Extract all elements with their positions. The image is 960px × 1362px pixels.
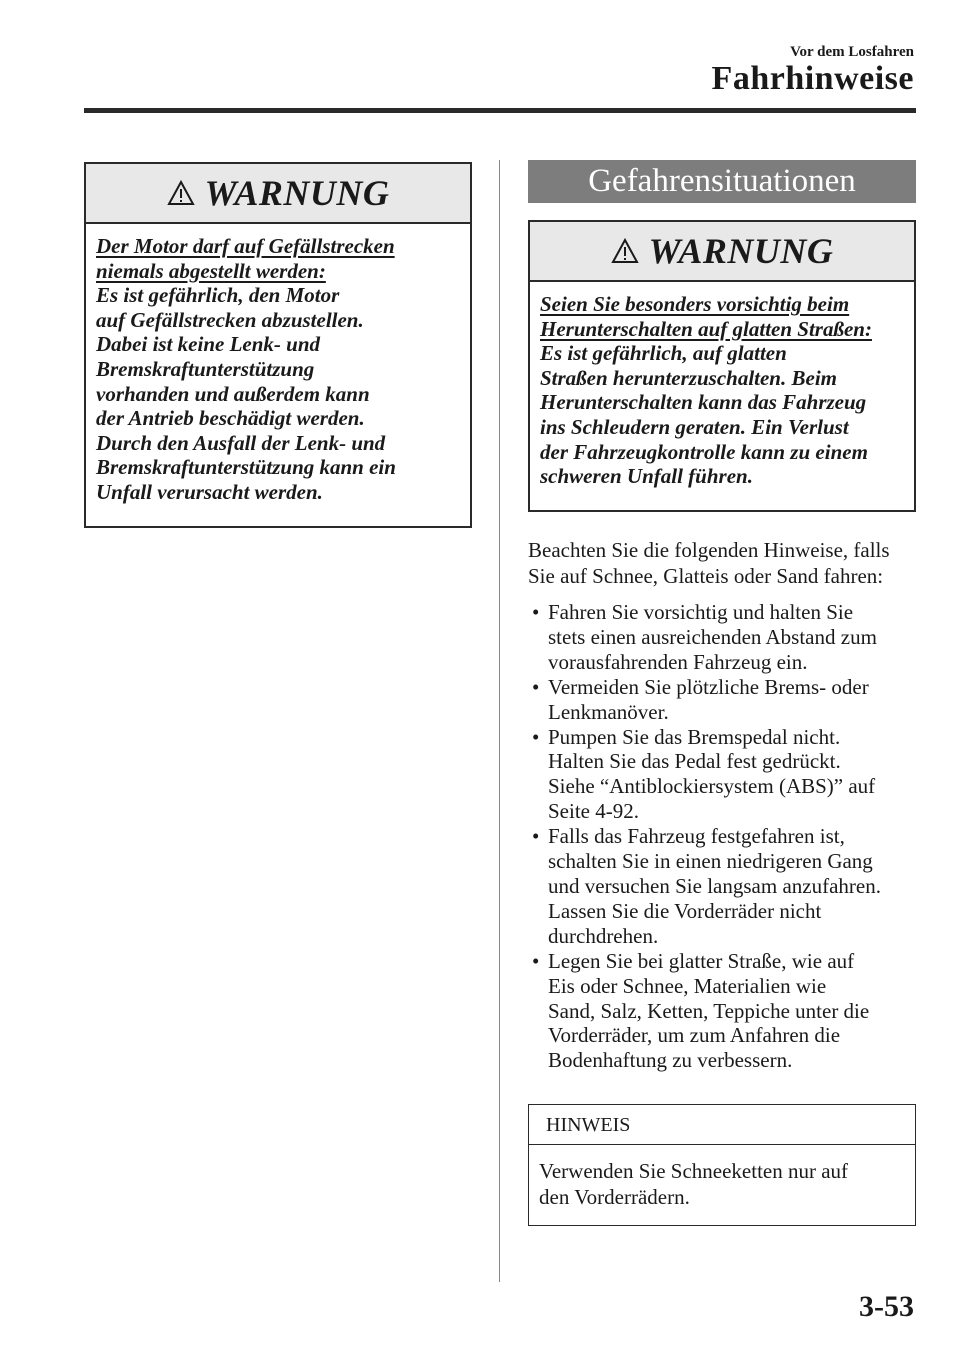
list-item-line: Falls das Fahrzeug festgefahren ist, [548, 824, 845, 849]
warning-title: WARNUNG [204, 173, 390, 213]
bullet-mark: • [532, 724, 540, 749]
list-item-line: Lassen Sie die Vorderräder nicht [548, 898, 822, 923]
list-item-line: Fahren Sie vorsichtig und halten Sie [548, 600, 854, 624]
bullet-mark: • [532, 948, 540, 973]
note-text [529, 1145, 915, 1210]
list-item-line: Sand, Salz, Ketten, Teppiche unter die [548, 998, 870, 1023]
warning-headline-line: niemals abgestellt werden: [96, 258, 326, 283]
note-line: den Vorderrädern. [539, 1184, 690, 1209]
warning-body-line: schweren Unfall führen. [540, 464, 753, 489]
warning-body-line: Bremskraftunterstützung kann ein [96, 455, 396, 480]
list-item-line: und versuchen Sie langsam anzufahren. [548, 873, 881, 898]
warning-body-line: auf Gefällstrecken abzustellen. [96, 307, 364, 332]
warning-body-line: vorhanden und außerdem kann [96, 381, 370, 406]
warning-headline-line: Herunterschalten auf glatten Straßen: [540, 316, 872, 341]
list-item-line: Vorderräder, um zum Anfahren die [548, 1023, 841, 1048]
bullet-mark: • [532, 600, 540, 624]
list-item-line: schalten Sie in einen niedrigeren Gang [548, 849, 873, 874]
warning-headline-line: Seien Sie besonders vorsichtig beim [540, 292, 850, 316]
list-item-line: vorausfahrenden Fahrzeug ein. [548, 649, 808, 674]
list-item-line: Bodenhaftung zu verbessern. [548, 1048, 793, 1073]
list-item-line: Halten Sie das Pedal fest gedrückt. [548, 749, 841, 774]
list-item [532, 949, 932, 1074]
warning-header [530, 222, 914, 282]
intro-paragraph [528, 538, 928, 589]
bullet-mark: • [532, 674, 540, 699]
paragraph-line: Beachten Sie die folgenden Hinweise, falls [528, 538, 890, 562]
page-number: 3-53 [859, 1290, 914, 1323]
warning-text [86, 224, 470, 505]
column-divider [499, 160, 500, 1282]
warning-body-line: Herunterschalten kann das Fahrzeug [540, 390, 867, 415]
warning-body-line: Straßen herunterzuschalten. Beim [540, 365, 837, 390]
list-item [532, 824, 932, 949]
note-title: HINWEIS [529, 1105, 915, 1145]
warning-body-line: der Antrieb beschädigt werden. [96, 406, 365, 431]
paragraph-line: Sie auf Schnee, Glatteis oder Sand fahren: [528, 563, 884, 588]
warning-body-line: Es ist gefährlich, auf glatten [540, 341, 787, 366]
list-item-line: durchdrehen. [548, 923, 659, 948]
warning-text [530, 282, 914, 489]
note-line: Verwenden Sie Schneeketten nur auf [539, 1159, 849, 1183]
list-item [532, 675, 932, 725]
list-item [532, 600, 932, 675]
warning-box-engine [84, 162, 472, 528]
warning-body-line: der Fahrzeugkontrolle kann zu einem [540, 439, 868, 464]
list-item-line: Siehe “Antiblockiersystem (ABS)” auf [548, 774, 876, 799]
warning-triangle-icon [611, 238, 639, 264]
warning-body-line: ins Schleudern geraten. Ein Verlust [540, 414, 849, 439]
chapter-label: Vor dem Losfahren [790, 44, 914, 60]
bullet-mark: • [532, 824, 540, 849]
list-item-line: Pumpen Sie das Bremspedal nicht. [548, 724, 841, 749]
list-item-line: Lenkmanöver. [548, 699, 669, 724]
page-title: Fahrhinweise [711, 60, 914, 97]
note-box [528, 1104, 916, 1226]
warning-body-line: Bremskraftunterstützung [96, 356, 315, 381]
warning-body-line: Es ist gefährlich, den Motor [96, 283, 340, 308]
section-heading: Gefahrensituationen [528, 160, 916, 203]
tips-list [532, 600, 932, 1073]
warning-body-line: Durch den Ausfall der Lenk- und [96, 430, 386, 455]
list-item [532, 725, 932, 825]
list-item-line: stets einen ausreichenden Abstand zum [548, 624, 877, 649]
warning-body-line: Unfall verursacht werden. [96, 479, 323, 504]
warning-title: WARNUNG [648, 231, 834, 271]
warning-box-downshift [528, 220, 916, 512]
warning-triangle-icon [167, 180, 195, 206]
header-divider [84, 108, 916, 113]
list-item-line: Legen Sie bei glatter Straße, wie auf [548, 948, 855, 973]
warning-body-line: Dabei ist keine Lenk- und [96, 332, 320, 357]
list-item-line: Eis oder Schnee, Materialien wie [548, 973, 827, 998]
list-item-line: Vermeiden Sie plötzliche Brems- oder [548, 674, 869, 699]
list-item-line: Seite 4-92. [548, 799, 639, 824]
warning-header [86, 164, 470, 224]
warning-headline-line: Der Motor darf auf Gefällstrecken [96, 234, 395, 258]
